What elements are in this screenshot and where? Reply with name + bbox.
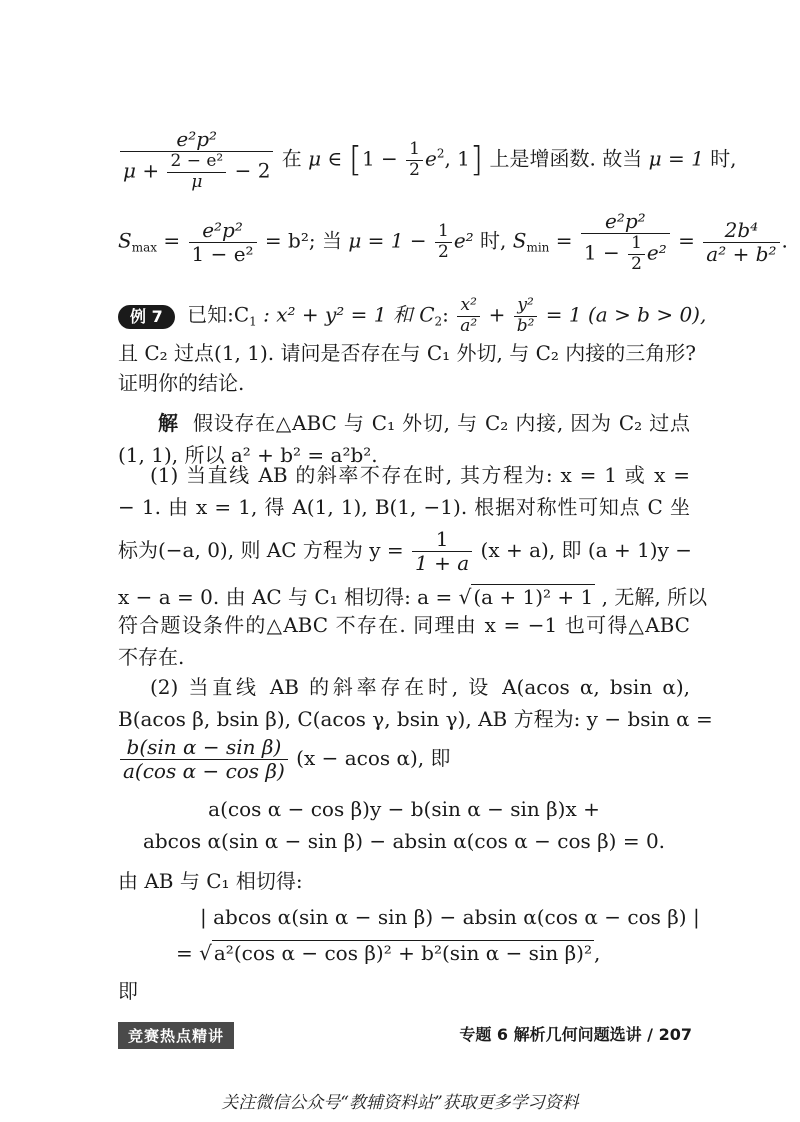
solution-line-12: 由 AB 与 C₁ 相切得:: [118, 869, 303, 893]
solution-line-9: (2) 当直线 AB 的斜率存在时, 设 A(acos α, bsin α),: [150, 675, 690, 699]
example-line-4: 且 C₂ 过点(1, 1). 请问是否存在与 C₁ 外切, 与 C₂ 内接的三角形?: [118, 341, 697, 365]
equation-4: = √ a²(cos α − cos β)² + b²(sin α − sin β)² ,: [176, 941, 601, 965]
footer-series-label: 竞赛热点精讲: [118, 1022, 234, 1049]
equation-2: abcos α(sin α − sin β) − absin α(cos α − cos β) = 0.: [142, 829, 666, 853]
solution-line-8: 不存在.: [118, 645, 185, 669]
solution-line-7: 符合题设条件的△ABC 不存在. 同理由 x = −1 也可得△ABC: [118, 613, 690, 637]
equation-1: a(cos α − cos β)y − b(sin α − sin β)x +: [208, 797, 600, 821]
line-smax-smin: $S_{max}$ = $\frac{\text{e²p²}}{\text{1 − e²}}$ = b²; 当 μ = 1 − $\frac{1}{2}$ e² 时, $S_{min}$ = e²p² 1 − $\frac{1}{2}$ e² = $\frac{\text{2b⁴}}{\text{a² + b²}}$ .: [118, 209, 788, 274]
solution-line-13: 即: [118, 979, 138, 1003]
solution-line-3: (1) 当直线 AB 的斜率不存在时, 其方程为: x = 1 或 x =: [150, 463, 690, 487]
solution-line-5: 标为(−a, 0), 则 AC 方程为 y = $\frac{1}{1 + a}$ (x + a), 即 (a + 1)y −: [118, 527, 693, 575]
footer-chapter-page: 专题 6 解析几何问题选讲 / 207: [459, 1025, 692, 1044]
solution-line-2: (1, 1), 所以 a² + b² = a²b².: [118, 443, 378, 467]
solution-line-11: $\frac{\text{b(sin α − sin β)}}{\text{a(cos α − cos β)}}$ (x − acos α), 即: [118, 736, 690, 783]
solution-line-4: − 1. 由 x = 1, 得 A(1, 1), B(1, −1). 根据对称性可知点 C 坐: [118, 495, 690, 519]
solution-line-6: x − a = 0. 由 AC 与 C₁ 相切得: a = √ (a + 1)² + 1 , 无解, 所以: [118, 585, 708, 609]
solution-line-1: 解 假设存在△ABC 与 C₁ 外切, 与 C₂ 内接, 因为 C₂ 过点: [158, 411, 691, 435]
equation-3: | abcos α(sin α − sin β) − absin α(cos α − cos β) |: [200, 905, 700, 929]
solution-line-10: B(acos β, bsin β), C(acos γ, bsin γ), AB 方程为: y − bsin α =: [118, 707, 713, 731]
example-badge: 例 7: [118, 305, 175, 329]
line-increasing-function: e²p² μ + $\frac{\text{2 − e²}}{\mu}$ − 2 在 μ ∈ [1 − $\frac{1}{2}$ $e^2$, 1] 上是增函数. 故当 μ = 1 时,: [118, 128, 690, 192]
example-line-5: 证明你的结论.: [118, 371, 245, 395]
example-7-statement: 例 7 已知$:C_1$ : x² + y² = 1 和 $C_2$: $\frac{\text{x²}}{\text{a²}}$ + $\frac{\text{y²}}{\text{b²}}$ = 1 (a > b > 0),: [118, 296, 690, 337]
fraction-ep-over-mu: e²p² μ + $\frac{\text{2 − e²}}{\mu}$ − 2: [120, 128, 273, 192]
watermark-text: 关注微信公众号“教辅资料站”获取更多学习资料: [221, 1093, 579, 1113]
